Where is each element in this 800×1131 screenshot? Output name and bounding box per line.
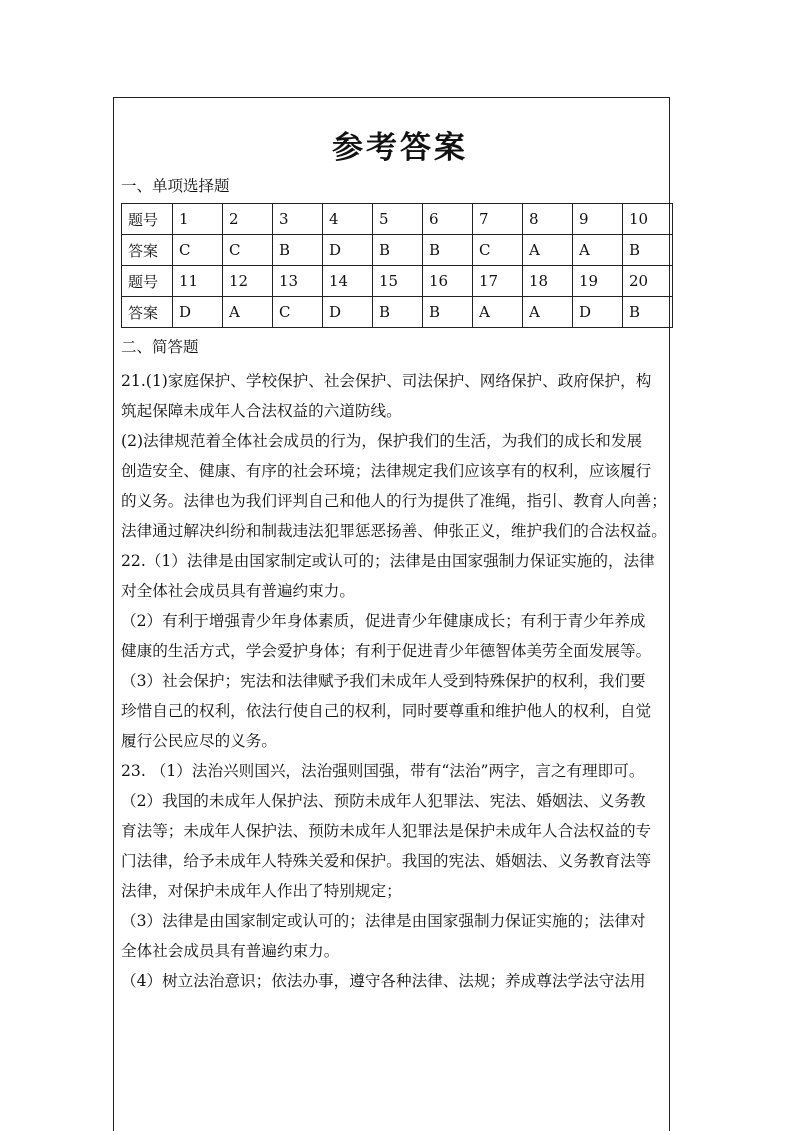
table-cell: 7 <box>473 204 523 235</box>
text-line: 履行公民应尽的义务。 <box>121 732 277 750</box>
table-cell: 19 <box>573 266 623 297</box>
answer-text <box>121 366 667 996</box>
table-cell: 10 <box>623 204 673 235</box>
table-cell: 18 <box>523 266 573 297</box>
table-cell: A <box>573 235 623 266</box>
text-line: 21.(1)家庭保护、学校保护、社会保护、司法保护、网络保护、政府保护，构 <box>121 372 652 390</box>
table-cell: B <box>273 235 323 266</box>
table-cell: B <box>423 297 473 328</box>
table-cell: 12 <box>223 266 273 297</box>
row-label: 答案 <box>122 297 173 328</box>
text-line: 对全体社会成员具有普遍约束力。 <box>121 582 355 600</box>
table-cell: D <box>323 235 373 266</box>
table-cell: A <box>223 297 273 328</box>
table-cell: 8 <box>523 204 573 235</box>
table-cell: 4 <box>323 204 373 235</box>
text-line: （3）社会保护；宪法和法律赋予我们未成年人受到特殊保护的权利，我们要 <box>121 672 646 690</box>
table-cell: D <box>573 297 623 328</box>
table-row <box>122 297 673 328</box>
section-heading-choice: 一、单项选择题 <box>121 177 230 195</box>
table-cell: 1 <box>173 204 223 235</box>
text-line: 22.（1）法律是由国家制定或认可的；法律是由国家强制力保证实施的，法律 <box>121 552 655 570</box>
table-cell: A <box>523 297 573 328</box>
table-cell: 3 <box>273 204 323 235</box>
text-line: 法律通过解决纠纷和制裁违法犯罪惩恶扬善、伸张正义，维护我们的合法权益。 <box>121 522 667 540</box>
table-row <box>122 235 673 266</box>
table-cell: 6 <box>423 204 473 235</box>
table-cell: C <box>273 297 323 328</box>
text-line: 筑起保障未成年人合法权益的六道防线。 <box>121 402 402 420</box>
text-line: (2)法律规范着全体社会成员的行为，保护我们的生活，为我们的成长和发展 <box>121 432 643 450</box>
page-title: 参考答案 <box>332 130 468 166</box>
section-heading-short-answer: 二、简答题 <box>121 338 199 356</box>
table-cell: D <box>323 297 373 328</box>
text-line: （2）我国的未成年人保护法、预防未成年人犯罪法、宪法、婚姻法、义务教 <box>121 792 646 810</box>
table-cell: 5 <box>373 204 423 235</box>
table-row <box>122 204 673 235</box>
table-row <box>122 266 673 297</box>
text-line: 门法律，给予未成年人特殊关爱和保护。我国的宪法、婚姻法、义务教育法等 <box>121 852 652 870</box>
table-cell: B <box>423 235 473 266</box>
text-line: （4）树立法治意识；依法办事，遵守各种法律、法规；养成尊法学法守法用 <box>121 972 646 990</box>
table-cell: A <box>523 235 573 266</box>
table-cell: A <box>473 297 523 328</box>
row-label: 题号 <box>122 266 173 297</box>
answer-table <box>121 203 673 328</box>
text-line: 珍惜自己的权利，依法行使自己的权利，同时要尊重和维护他人的权利，自觉 <box>121 702 652 720</box>
text-line: 的义务。法律也为我们评判自己和他人的行为提供了准绳，指引、教育人向善； <box>121 492 667 510</box>
table-cell: B <box>373 235 423 266</box>
table-cell: B <box>623 235 673 266</box>
table-cell: B <box>623 297 673 328</box>
table-cell: 11 <box>173 266 223 297</box>
table-cell: 16 <box>423 266 473 297</box>
table-cell: 13 <box>273 266 323 297</box>
table-cell: D <box>173 297 223 328</box>
text-line: 育法等；未成年人保护法、预防未成年人犯罪法是保护未成年人合法权益的专 <box>121 822 652 840</box>
text-line: 健康的生活方式，学会爱护身体；有利于促进青少年德智体美劳全面发展等。 <box>121 642 652 660</box>
table-cell: 15 <box>373 266 423 297</box>
text-line: 法律，对保护未成年人作出了特别规定； <box>121 882 402 900</box>
text-line: 全体社会成员具有普遍约束力。 <box>121 942 340 960</box>
table-cell: 9 <box>573 204 623 235</box>
row-label: 题号 <box>122 204 173 235</box>
text-line: 创造安全、健康、有序的社会环境；法律规定我们应该享有的权利，应该履行 <box>121 462 652 480</box>
table-cell: B <box>373 297 423 328</box>
table-cell: C <box>473 235 523 266</box>
text-line: （2）有利于增强青少年身体素质，促进青少年健康成长；有利于青少年养成 <box>121 612 646 630</box>
table-cell: 20 <box>623 266 673 297</box>
table-cell: C <box>173 235 223 266</box>
text-line: 23. （1）法治兴则国兴，法治强则国强，带有“法治”两字，言之有理即可。 <box>121 762 645 780</box>
table-cell: 14 <box>323 266 373 297</box>
text-line: （3）法律是由国家制定或认可的；法律是由国家强制力保证实施的；法律对 <box>121 912 646 930</box>
row-label: 答案 <box>122 235 173 266</box>
table-cell: 17 <box>473 266 523 297</box>
table-cell: C <box>223 235 273 266</box>
table-cell: 2 <box>223 204 273 235</box>
